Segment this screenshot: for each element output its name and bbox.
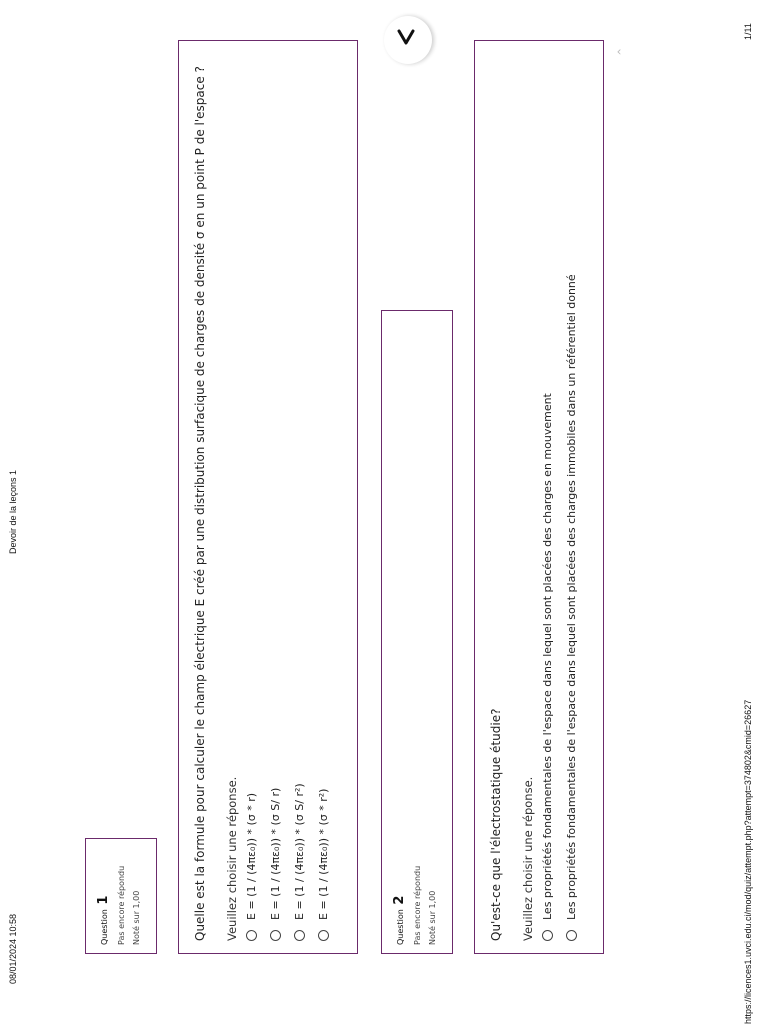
answer-prompt: Veuillez choisir une réponse. [521,776,535,941]
question-label: Question [396,909,405,945]
print-url: https://licences1.uvci.edu.ci/mod/quiz/attempt.php?attempt=374802&cmid=26627 [743,699,753,1024]
answer-option[interactable] [317,53,330,941]
answer-option-label: E = (1 / (4πε₀)) * (σ S/ r²) [293,783,306,920]
radio-button[interactable] [270,930,281,941]
chevron-down-icon [393,27,423,53]
question-status: Pas encore répondu [117,865,126,945]
radio-button[interactable] [566,930,577,941]
question-grade: Noté sur 1,00 [132,890,141,945]
question-number: 2 [392,895,407,905]
question-2-heading [392,319,407,945]
chevron-left-icon[interactable]: ‹ [616,44,622,59]
radio-button[interactable] [246,930,257,941]
answer-option-label: Les propriétés fondamentales de l'espace dans lequel sont placées des charges immobiles dans un référentiel donné [565,274,578,920]
print-datetime: 08/01/2024 10:58 [8,913,18,984]
question-grade: Noté sur 1,00 [428,890,437,945]
answer-option-label: Les propriétés fondamentales de l'espace dans lequel sont placées des charges en mouvement [541,393,554,920]
answer-option-label: E = (1 / (4πε₀)) * (σ * r) [245,792,258,920]
answer-option[interactable] [269,53,282,941]
question-1-heading [96,847,111,945]
answer-option[interactable] [245,53,258,941]
question-status: Pas encore répondu [413,865,422,945]
question-1-info [85,838,157,954]
answer-option-label: E = (1 / (4πε₀)) * (σ * r²) [317,788,330,920]
answer-prompt: Veuillez choisir une réponse. [225,776,239,941]
collapse-button[interactable] [384,16,432,64]
question-text: Qu'est-ce que l'électrostatique étudie? [489,708,503,941]
answer-option[interactable] [541,53,554,941]
print-page-number: 1/11 [743,23,753,40]
question-text: Quelle est la formule pour calculer le champ électrique E créé par une distribution surfacique de charges de densité σ en un point P de l'espace ? [193,66,207,941]
radio-button[interactable] [542,930,553,941]
question-1-content [178,40,358,954]
question-2-info [381,310,453,954]
print-title: Devoir de la leçons 1 [8,469,18,554]
radio-button[interactable] [318,930,329,941]
question-label: Question [100,909,109,945]
answer-option-label: E = (1 / (4πε₀)) * (σ S/ r) [269,787,282,920]
answer-option[interactable] [293,53,306,941]
question-2-content [474,40,604,954]
answer-option[interactable] [565,53,578,941]
radio-button[interactable] [294,930,305,941]
question-number: 1 [96,895,111,905]
